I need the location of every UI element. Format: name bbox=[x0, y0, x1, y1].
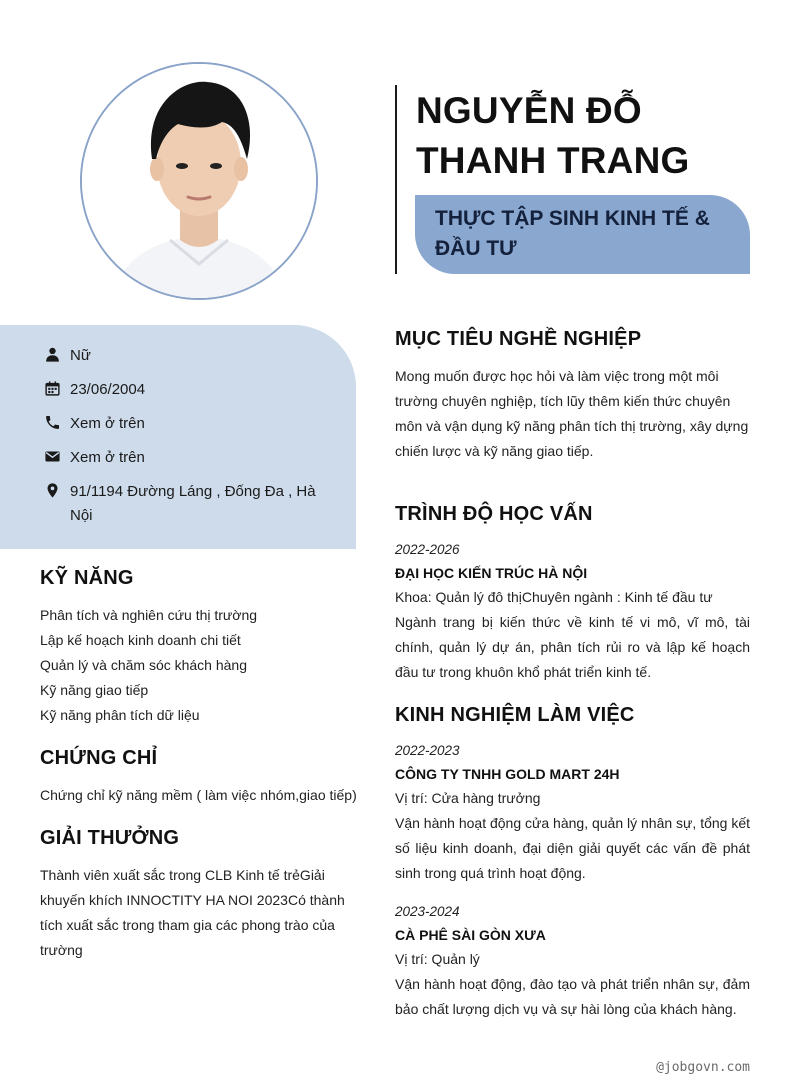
calendar-icon bbox=[44, 380, 61, 397]
contact-email bbox=[44, 446, 145, 470]
contact-phone bbox=[44, 412, 145, 436]
candidate-name bbox=[416, 86, 756, 186]
education-major: Khoa: Quản lý đô thịChuyên ngành : Kinh tế đầu tư bbox=[395, 589, 713, 605]
location-pin-icon bbox=[44, 482, 61, 499]
profile-photo bbox=[80, 62, 318, 300]
education-period: 2022-2026 bbox=[395, 542, 460, 557]
source-watermark: @jobgovn.com bbox=[656, 1060, 750, 1075]
job-company: CÀ PHÊ SÀI GÒN XƯA bbox=[395, 927, 546, 943]
phone-value: Xem ở trên bbox=[70, 415, 145, 432]
contact-address bbox=[44, 480, 320, 528]
education-description: Ngành trang bị kiến thức về kinh tế vi mô, vĩ mô, tài chính, quản lý dự án, phân tích rủi ro và lập kế hoạch đầu tư trong khuôn khổ phát triển kinh tế. bbox=[395, 614, 750, 680]
job-period: 2023-2024 bbox=[395, 904, 460, 919]
name-line-1: NGUYỄN ĐỖ bbox=[416, 90, 642, 131]
mail-icon bbox=[44, 448, 61, 465]
skill-item: Phân tích và nghiên cứu thị trường bbox=[40, 607, 258, 623]
skills-heading: KỸ NĂNG bbox=[40, 567, 134, 589]
name-line-2: THANH TRANG bbox=[416, 140, 690, 181]
certificates-text: Chứng chỉ kỹ năng mềm ( làm việc nhóm,giao tiếp) bbox=[40, 787, 357, 803]
awards-text: Thành viên xuất sắc trong CLB Kinh tế trẻGiải khuyến khích INNOCTITY HA NOI 2023Có thành tích xuất sắc trong tham gia các phong trào của trường bbox=[40, 867, 345, 958]
job-company: CÔNG TY TNHH GOLD MART 24H bbox=[395, 766, 620, 782]
gender-value: Nữ bbox=[70, 347, 91, 364]
job-description: Vận hành hoạt động cửa hàng, quản lý nhân sự, tổng kết số liệu kinh doanh, đại diện giải quyết các vấn đề phát sinh trong quá trình hoạt động. bbox=[395, 815, 751, 881]
job-title: THỰC TẬP SINH KINH TẾ & ĐẦU TƯ bbox=[435, 207, 710, 260]
experience-heading: KINH NGHIỆM LÀM VIỆC bbox=[395, 704, 635, 726]
skill-item: Kỹ năng phân tích dữ liệu bbox=[40, 707, 200, 723]
contact-panel bbox=[0, 325, 356, 549]
contact-dob bbox=[44, 378, 145, 402]
job-period: 2022-2023 bbox=[395, 743, 460, 758]
job-description: Vận hành hoạt động, đào tạo và phát triển nhân sự, đảm bảo chất lượng dịch vụ và sự hài lòng của khách hàng. bbox=[395, 976, 750, 1017]
person-icon bbox=[44, 346, 61, 363]
job-title-banner bbox=[415, 195, 750, 274]
objective-heading: MỤC TIÊU NGHỀ NGHIỆP bbox=[395, 328, 642, 350]
certificates-heading: CHỨNG CHỈ bbox=[40, 747, 158, 769]
awards-heading: GIẢI THƯỞNG bbox=[40, 827, 180, 849]
skill-item: Quản lý và chăm sóc khách hàng bbox=[40, 657, 248, 673]
address-value: 91/1194 Đường Láng , Đống Đa , Hà Nội bbox=[70, 483, 316, 524]
skill-item: Kỹ năng giao tiếp bbox=[40, 682, 149, 698]
contact-gender bbox=[44, 344, 91, 368]
job-position: Vị trí: Quản lý bbox=[395, 951, 480, 967]
objective-text: Mong muốn được học hỏi và làm việc trong một môi trường chuyên nghiệp, tích lũy thêm kiến thức chuyên môn và vận dụng kỹ năng phân tích thị trường, xây dựng chiến lược và kỹ năng giao tiếp. bbox=[395, 368, 749, 459]
dob-value: 23/06/2004 bbox=[70, 381, 146, 398]
skills-list bbox=[40, 603, 360, 728]
phone-icon bbox=[44, 414, 61, 431]
email-value: Xem ở trên bbox=[70, 449, 145, 466]
job-position: Vị trí: Cửa hàng trưởng bbox=[395, 790, 541, 806]
skill-item: Lập kế hoạch kinh doanh chi tiết bbox=[40, 632, 241, 648]
education-school: ĐẠI HỌC KIẾN TRÚC HÀ NỘI bbox=[395, 565, 588, 581]
education-heading: TRÌNH ĐỘ HỌC VẤN bbox=[395, 503, 593, 525]
portrait-illustration bbox=[82, 64, 316, 298]
header-divider bbox=[395, 85, 397, 274]
